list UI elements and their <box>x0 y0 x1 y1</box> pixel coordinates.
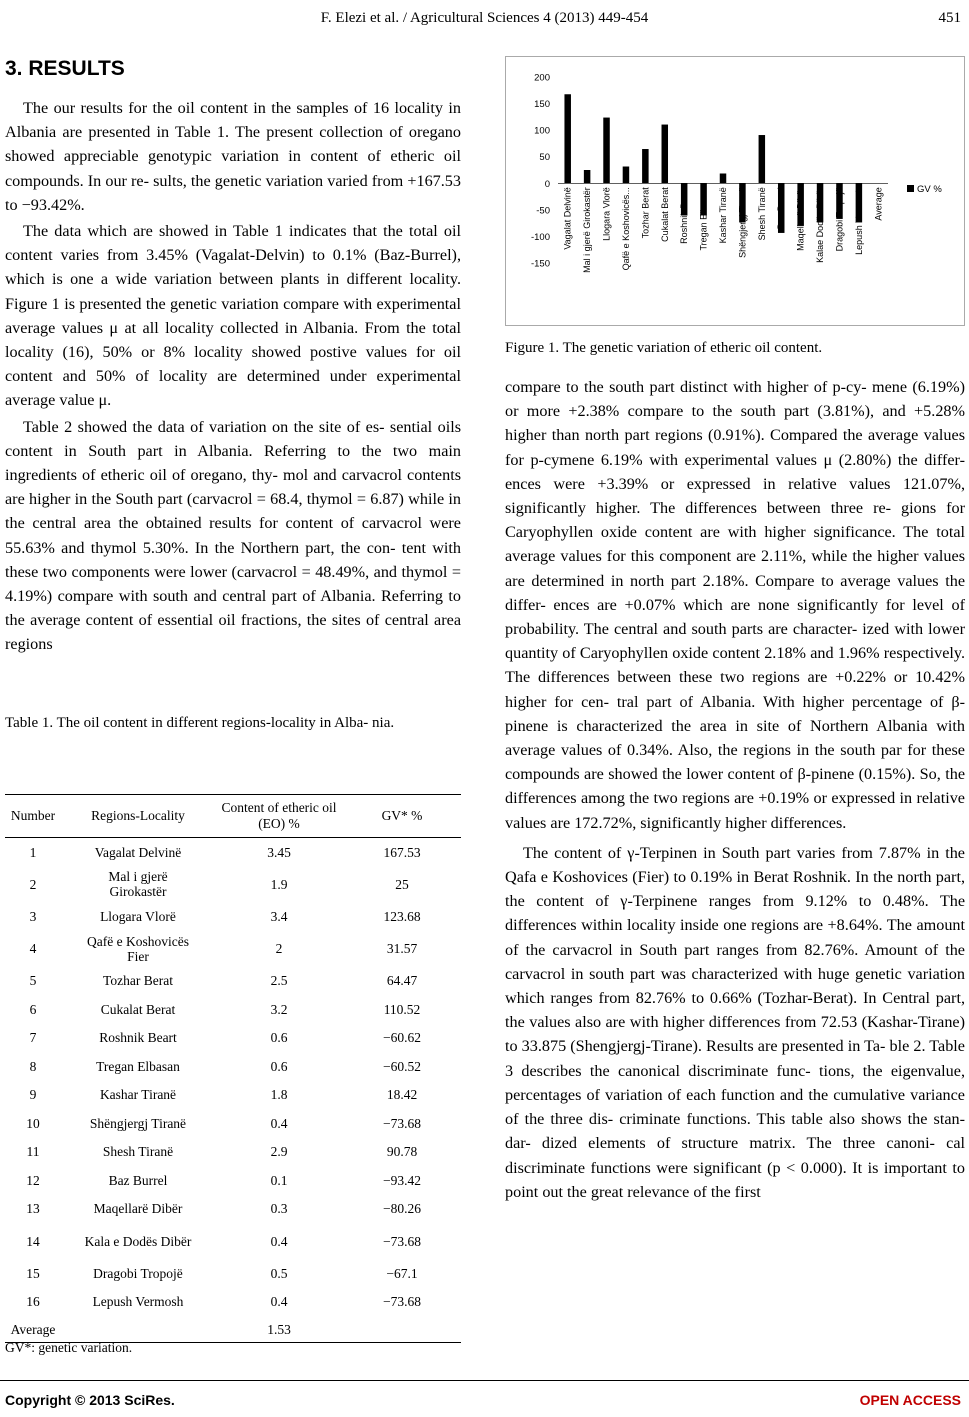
row-number: 7 <box>29 1030 37 1046</box>
paragraph: The content of γ-Terpinen in South part varies from 7.87% in the Qafa e Koshovices (Fier) to 0.19% in Berat Roshnik. In the north part, the content of γ-Terpinene ranges from 9.12% to 0.48%. The differences within locality inside one regions are +8.64%. The amount of the carvacrol in South part ranges from 82.76%. Amount of the carvacrol in south part was characterized with huge genetic variation which ranges from 82.76% to 0.66% (Tozhar-Berat). In Central part, the values also are with higher differences from 72.53 (Kashar-Tirane) to 33.875 (Shengjergj-Tirane). Results are presented in Ta- ble 2. Table 3 describes the canonical discriminate func- tions, the eigenvalue, percentages of variation of each function and the cumulative variance of the three dis- criminate functions. This table also shows the stan- dar- dized elements of structure matrix. The three canoni- cal discriminate functions were significant (p < 0.000). It is important to point out the great relevance of the first <box>505 843 965 1201</box>
x-tick-label: Llogara Vlorë <box>601 187 612 241</box>
row-gv: −80.26 <box>383 1201 421 1217</box>
row-gv: 18.42 <box>386 1087 418 1103</box>
row-gv: 110.52 <box>383 1001 421 1017</box>
table-row <box>5 1223 461 1259</box>
average-value: 1.53 <box>215 1316 343 1343</box>
row-number: 9 <box>29 1087 37 1103</box>
row-number: 12 <box>26 1172 40 1188</box>
row-locality: Roshnik Beart <box>99 1030 177 1046</box>
row-gv: −73.68 <box>383 1115 421 1131</box>
copyright: Copyright © 2013 SciRes. <box>5 1392 175 1408</box>
figure-1 <box>505 56 965 326</box>
table-row <box>5 931 461 967</box>
table-caption: Table 1. The oil content in different regions-locality in Alba- nia. <box>5 715 395 731</box>
row-locality: Dragobi Tropojë <box>93 1265 183 1281</box>
row-gv: 25 <box>395 876 409 892</box>
x-tick-label: Shëngjergj Tiranë <box>737 187 748 258</box>
x-tick-label: Kalae Dodës Dibër <box>815 187 826 263</box>
row-locality: Vagalat Delvinë <box>94 844 182 860</box>
row-locality: Llogara Vlorë <box>100 908 176 924</box>
figure-caption: Figure 1. The genetic variation of etheric oil content. <box>505 340 823 356</box>
x-tick-label: Qafë e Koshovicës... <box>620 187 631 271</box>
paragraph: The data which are showed in Table 1 indicates that the total oil content varies from 3.45% (Vagalat-Delvin) to 0.1% (Baz-Burrel), which is one a wide variation between plants in different locality. Figure 1 is presented the genetic variation compare with experimental average values μ at all locality collected in Albania. From the total locality (16), 50% or 8% locality showed postive values for oil content and 50% of locality are determined under experimental average value μ. <box>5 222 461 410</box>
x-tick-label: Dragobi Tropojë <box>834 187 845 252</box>
table-row <box>5 1166 461 1195</box>
table-row <box>5 1259 461 1288</box>
row-number: 2 <box>29 876 37 892</box>
table-row <box>5 1081 461 1110</box>
row-gv: −73.68 <box>383 1294 421 1310</box>
bar <box>720 173 727 183</box>
bar <box>662 125 669 184</box>
open-access-label: OPEN ACCESS <box>859 1392 961 1408</box>
row-locality: Shëngjergj Tiranë <box>89 1115 187 1131</box>
x-tick-label: Kashar Tiranë <box>718 187 728 244</box>
col-header-oil: Content of etheric oil (EO) % <box>215 795 343 838</box>
bar <box>623 167 630 184</box>
row-number: 1 <box>29 844 37 860</box>
table-row <box>5 1024 461 1053</box>
row-locality: Shesh Tiranë <box>102 1144 174 1160</box>
x-tick-label: Shesh Tiranë <box>756 187 767 241</box>
y-tick-label: 150 <box>534 99 550 111</box>
row-oil-content: 0.5 <box>270 1265 288 1281</box>
bar <box>564 94 571 183</box>
table-row <box>5 1052 461 1081</box>
bar <box>642 149 649 183</box>
row-oil-content: 2.9 <box>270 1144 288 1160</box>
row-gv: 31.57 <box>386 941 418 956</box>
row-number: 13 <box>26 1201 40 1217</box>
legend-swatch <box>907 185 914 192</box>
row-oil-content: 0.1 <box>270 1172 288 1188</box>
row-oil-content: 3.2 <box>270 1001 288 1017</box>
table-row <box>5 1109 461 1138</box>
row-oil-content: 1.8 <box>270 1087 288 1103</box>
bar <box>603 118 610 184</box>
row-locality: Kashar Tiranë <box>99 1087 177 1103</box>
row-number: 4 <box>29 941 37 956</box>
table-row <box>5 838 461 867</box>
paragraph: Table 2 showed the data of variation on the site of es- sential oils content in South part in Albania. Referring to the two main ingredients of etheric oil of oregano, thy- mol and carvacrol contents are higher in the South part (carvacrol = 68.4, thymol = 6.87) while in the central area the obtained results for content of carvacrol were 55.63% and thymol 5.30%. In the Northern part, the con- tent with these two components were lower (carvacrol = 48.49%, and thymol = 4.19%) compare with south and central part of Albania. Referring to the average content of essential oil fractions, the sites of central area regions <box>5 417 461 654</box>
left-column <box>5 96 461 657</box>
footer-rule <box>0 1380 969 1381</box>
row-locality: Maqellarë Dibër <box>93 1201 183 1217</box>
x-tick-label: Vagalat Delvinë <box>562 187 573 250</box>
row-gv: 90.78 <box>386 1144 418 1160</box>
row-oil-content: 0.4 <box>270 1115 288 1131</box>
row-gv: 123.68 <box>383 908 421 924</box>
y-tick-label: -50 <box>536 205 550 217</box>
table-row <box>5 1138 461 1167</box>
x-tick-label: Lepush Vermosh <box>853 187 864 255</box>
y-tick-label: 0 <box>544 178 550 190</box>
x-tick-label: Roshnik Beart <box>679 187 690 244</box>
y-tick-label: 200 <box>534 72 550 84</box>
row-gv: 167.53 <box>383 844 421 860</box>
row-oil-content: 2.5 <box>270 973 288 989</box>
empty-cell <box>343 1316 461 1343</box>
row-number: 15 <box>26 1265 40 1281</box>
paragraph: The our results for the oil content in the samples of 16 locality in Albania are presented in Table 1. The present collection of oregano showed appreciable genotypic variation in content of etheric oil compounds. In our re- sults, the genetic variation varied from +167.53 to −93.42%. <box>5 99 461 214</box>
oil-content-table <box>5 794 461 1343</box>
paragraph: compare to the south part distinct with higher of p-cy- mene (6.19%) or more +2.38% compare to the south part (3.81%), and +5.28% higher than north part regions (0.91%). Compared the average values for p-cymene 6.19% with experimental values μ (2.80%) the differ- ences were +3.39% or expressed in relative values 121.07%, significantly higher. The differences between three re- gions for Caryophyllen oxide content are with higher significance. The total average values for this component are 2.11%, while the higher values are determined in north part 2.18%. Compare to average values the differ- ences are +0.07% which are none significantly for level of probability. The central and south parts are character- ized with lower quantity of Caryophyllen oxide content 2.18% and 1.96% respectively. The differences between these two regions are +0.22% or 10.42% higher for cen- tral part of Albania. With higher percentage of β-pinene is characterized the area in site of Northern Albania with average values of 0.34%. Also, the regions in the south par for these compounds are showed the lower content of β-pinene (0.15%). So, the differences among the two regions are +0.19% or expressed in relative values are 172.72%, significantly higher differences. <box>505 378 965 832</box>
row-locality: Tozhar Berat <box>103 973 173 989</box>
page-number: 451 <box>938 10 961 26</box>
table-row <box>5 995 461 1024</box>
x-tick-label: Cukalat Berat <box>659 187 670 242</box>
col-header-number: Number <box>5 795 61 838</box>
x-tick-label: Baz Burrel <box>776 187 787 230</box>
row-locality: Baz Burrel <box>108 1172 168 1188</box>
row-gv: −93.42 <box>383 1172 421 1188</box>
x-tick-label: Average <box>873 187 884 221</box>
average-label: Average <box>5 1316 61 1343</box>
x-tick-label: Mal i gjerë Girokastër <box>582 187 593 273</box>
bar <box>759 135 766 183</box>
row-locality: Mal i gjerë Girokastër <box>108 869 168 899</box>
gv-bar-chart <box>506 57 964 325</box>
row-oil-content: 1.9 <box>270 876 288 892</box>
table-average-row <box>5 1316 461 1343</box>
section-title: 3. RESULTS <box>5 57 125 80</box>
table-footnote: GV*: genetic variation. <box>5 1340 133 1355</box>
row-oil-content: 3.4 <box>270 908 288 924</box>
row-number: 6 <box>29 1001 37 1017</box>
running-head: F. Elezi et al. / Agricultural Sciences 4 (2013) 449-454 <box>320 10 649 26</box>
row-gv: −60.52 <box>383 1058 421 1074</box>
row-oil-content: 0.4 <box>270 1294 288 1310</box>
empty-cell <box>61 1316 215 1343</box>
row-locality: Lepush Vermosh <box>92 1294 184 1310</box>
row-number: 10 <box>26 1115 40 1131</box>
x-tick-label: Tregan Elbasan <box>698 187 709 251</box>
row-locality: Cukalat Berat <box>100 1001 176 1017</box>
y-tick-label: -150 <box>530 258 550 270</box>
row-gv: −73.68 <box>383 1233 421 1249</box>
col-header-gv: GV* % <box>343 795 461 838</box>
row-locality: Kala e Dodës Dibër <box>84 1233 192 1249</box>
row-oil-content: 0.6 <box>270 1058 288 1074</box>
row-oil-content: 3.45 <box>267 844 291 860</box>
row-number: 11 <box>26 1144 40 1160</box>
row-gv: 64.47 <box>386 973 418 989</box>
y-tick-label: 50 <box>539 152 550 164</box>
row-number: 5 <box>29 973 37 989</box>
row-oil-content: 0.4 <box>270 1233 288 1249</box>
row-locality: Qafë e Koshovicës Fier <box>87 933 189 964</box>
y-tick-label: 100 <box>534 125 550 137</box>
legend-label: GV % <box>917 184 942 195</box>
table-row <box>5 967 461 996</box>
row-number: 16 <box>26 1294 40 1310</box>
bar <box>584 170 591 183</box>
row-locality: Tregan Elbasan <box>96 1058 180 1074</box>
row-oil-content: 0.3 <box>270 1201 288 1217</box>
row-oil-content: 2 <box>275 941 283 956</box>
row-gv: −67.1 <box>386 1265 418 1281</box>
row-number: 14 <box>26 1233 40 1249</box>
table-row <box>5 866 461 902</box>
row-number: 3 <box>29 908 37 924</box>
table-row <box>5 902 461 931</box>
row-gv: −60.62 <box>383 1030 421 1046</box>
x-tick-label: Tozhar Berat <box>640 187 651 239</box>
row-oil-content: 0.6 <box>270 1030 288 1046</box>
table-row <box>5 1288 461 1317</box>
right-column <box>505 375 965 1204</box>
row-number: 8 <box>29 1058 37 1074</box>
col-header-locality: Regions-Locality <box>61 795 215 838</box>
y-tick-label: -100 <box>530 231 550 243</box>
x-tick-label: Maqellarë Dibër <box>795 187 806 251</box>
table-row <box>5 1195 461 1224</box>
